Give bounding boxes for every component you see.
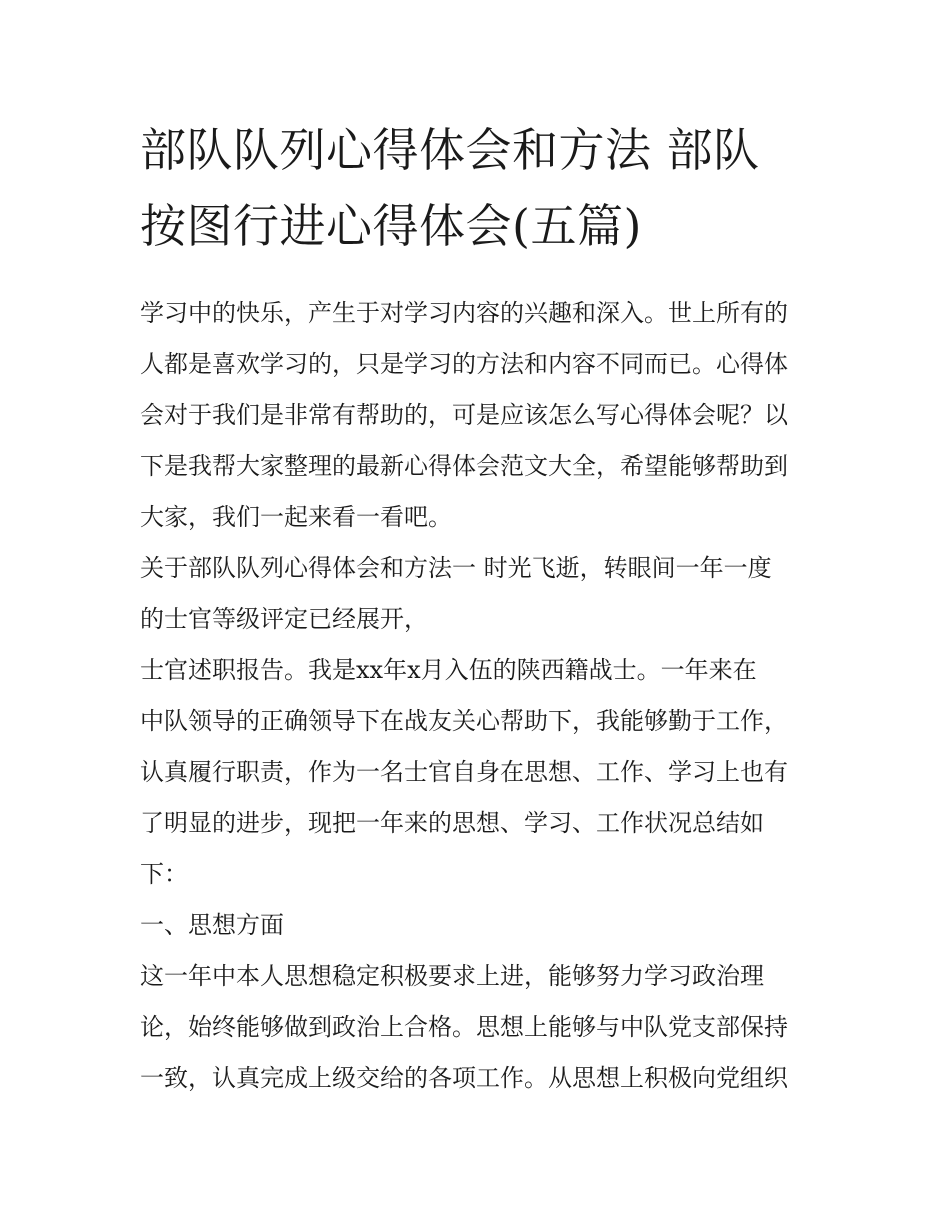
section-heading: 一、思想方面 xyxy=(140,911,284,939)
body-line: 关于部队队列心得体会和方法一 时光飞逝，转眼间一年一度 xyxy=(140,554,772,582)
body-line: 士官述职报告。我是xx年x月入伍的陕西籍战士。一年来在 xyxy=(140,656,757,684)
body-line: 下： xyxy=(140,860,188,888)
title-line: 部队队列心得体会和方法 部队 xyxy=(140,123,760,177)
body-line: 中队领导的正确领导下在战友关心帮助下，我能够勤于工作， xyxy=(140,707,788,735)
body-line: 下是我帮大家整理的最新心得体会范文大全，希望能够帮助到 xyxy=(140,452,788,480)
document-body xyxy=(140,288,815,1104)
document-page xyxy=(140,112,815,1104)
body-line: 的士官等级评定已经展开， xyxy=(140,605,428,633)
body-line: 会对于我们是非常有帮助的，可是应该怎么写心得体会呢？以 xyxy=(140,401,788,429)
body-line: 了明显的进步，现把一年来的思想、学习、工作状况总结如 xyxy=(140,809,764,837)
body-line: 人都是喜欢学习的，只是学习的方法和内容不同而已。心得体 xyxy=(140,350,788,378)
body-line: 认真履行职责，作为一名士官自身在思想、工作、学习上也有 xyxy=(140,758,788,786)
title-line: 按图行进心得体会(五篇) xyxy=(140,199,642,253)
body-line: 学习中的快乐，产生于对学习内容的兴趣和深入。世上所有的 xyxy=(140,299,788,327)
body-line: 一致，认真完成上级交给的各项工作。从思想上积极向党组织 xyxy=(140,1064,788,1092)
body-line: 这一年中本人思想稳定积极要求上进，能够努力学习政治理 xyxy=(140,962,764,990)
body-line: 论，始终能够做到政治上合格。思想上能够与中队党支部保持 xyxy=(140,1013,788,1041)
body-line: 大家，我们一起来看一看吧。 xyxy=(140,503,452,531)
document-title xyxy=(140,112,815,264)
